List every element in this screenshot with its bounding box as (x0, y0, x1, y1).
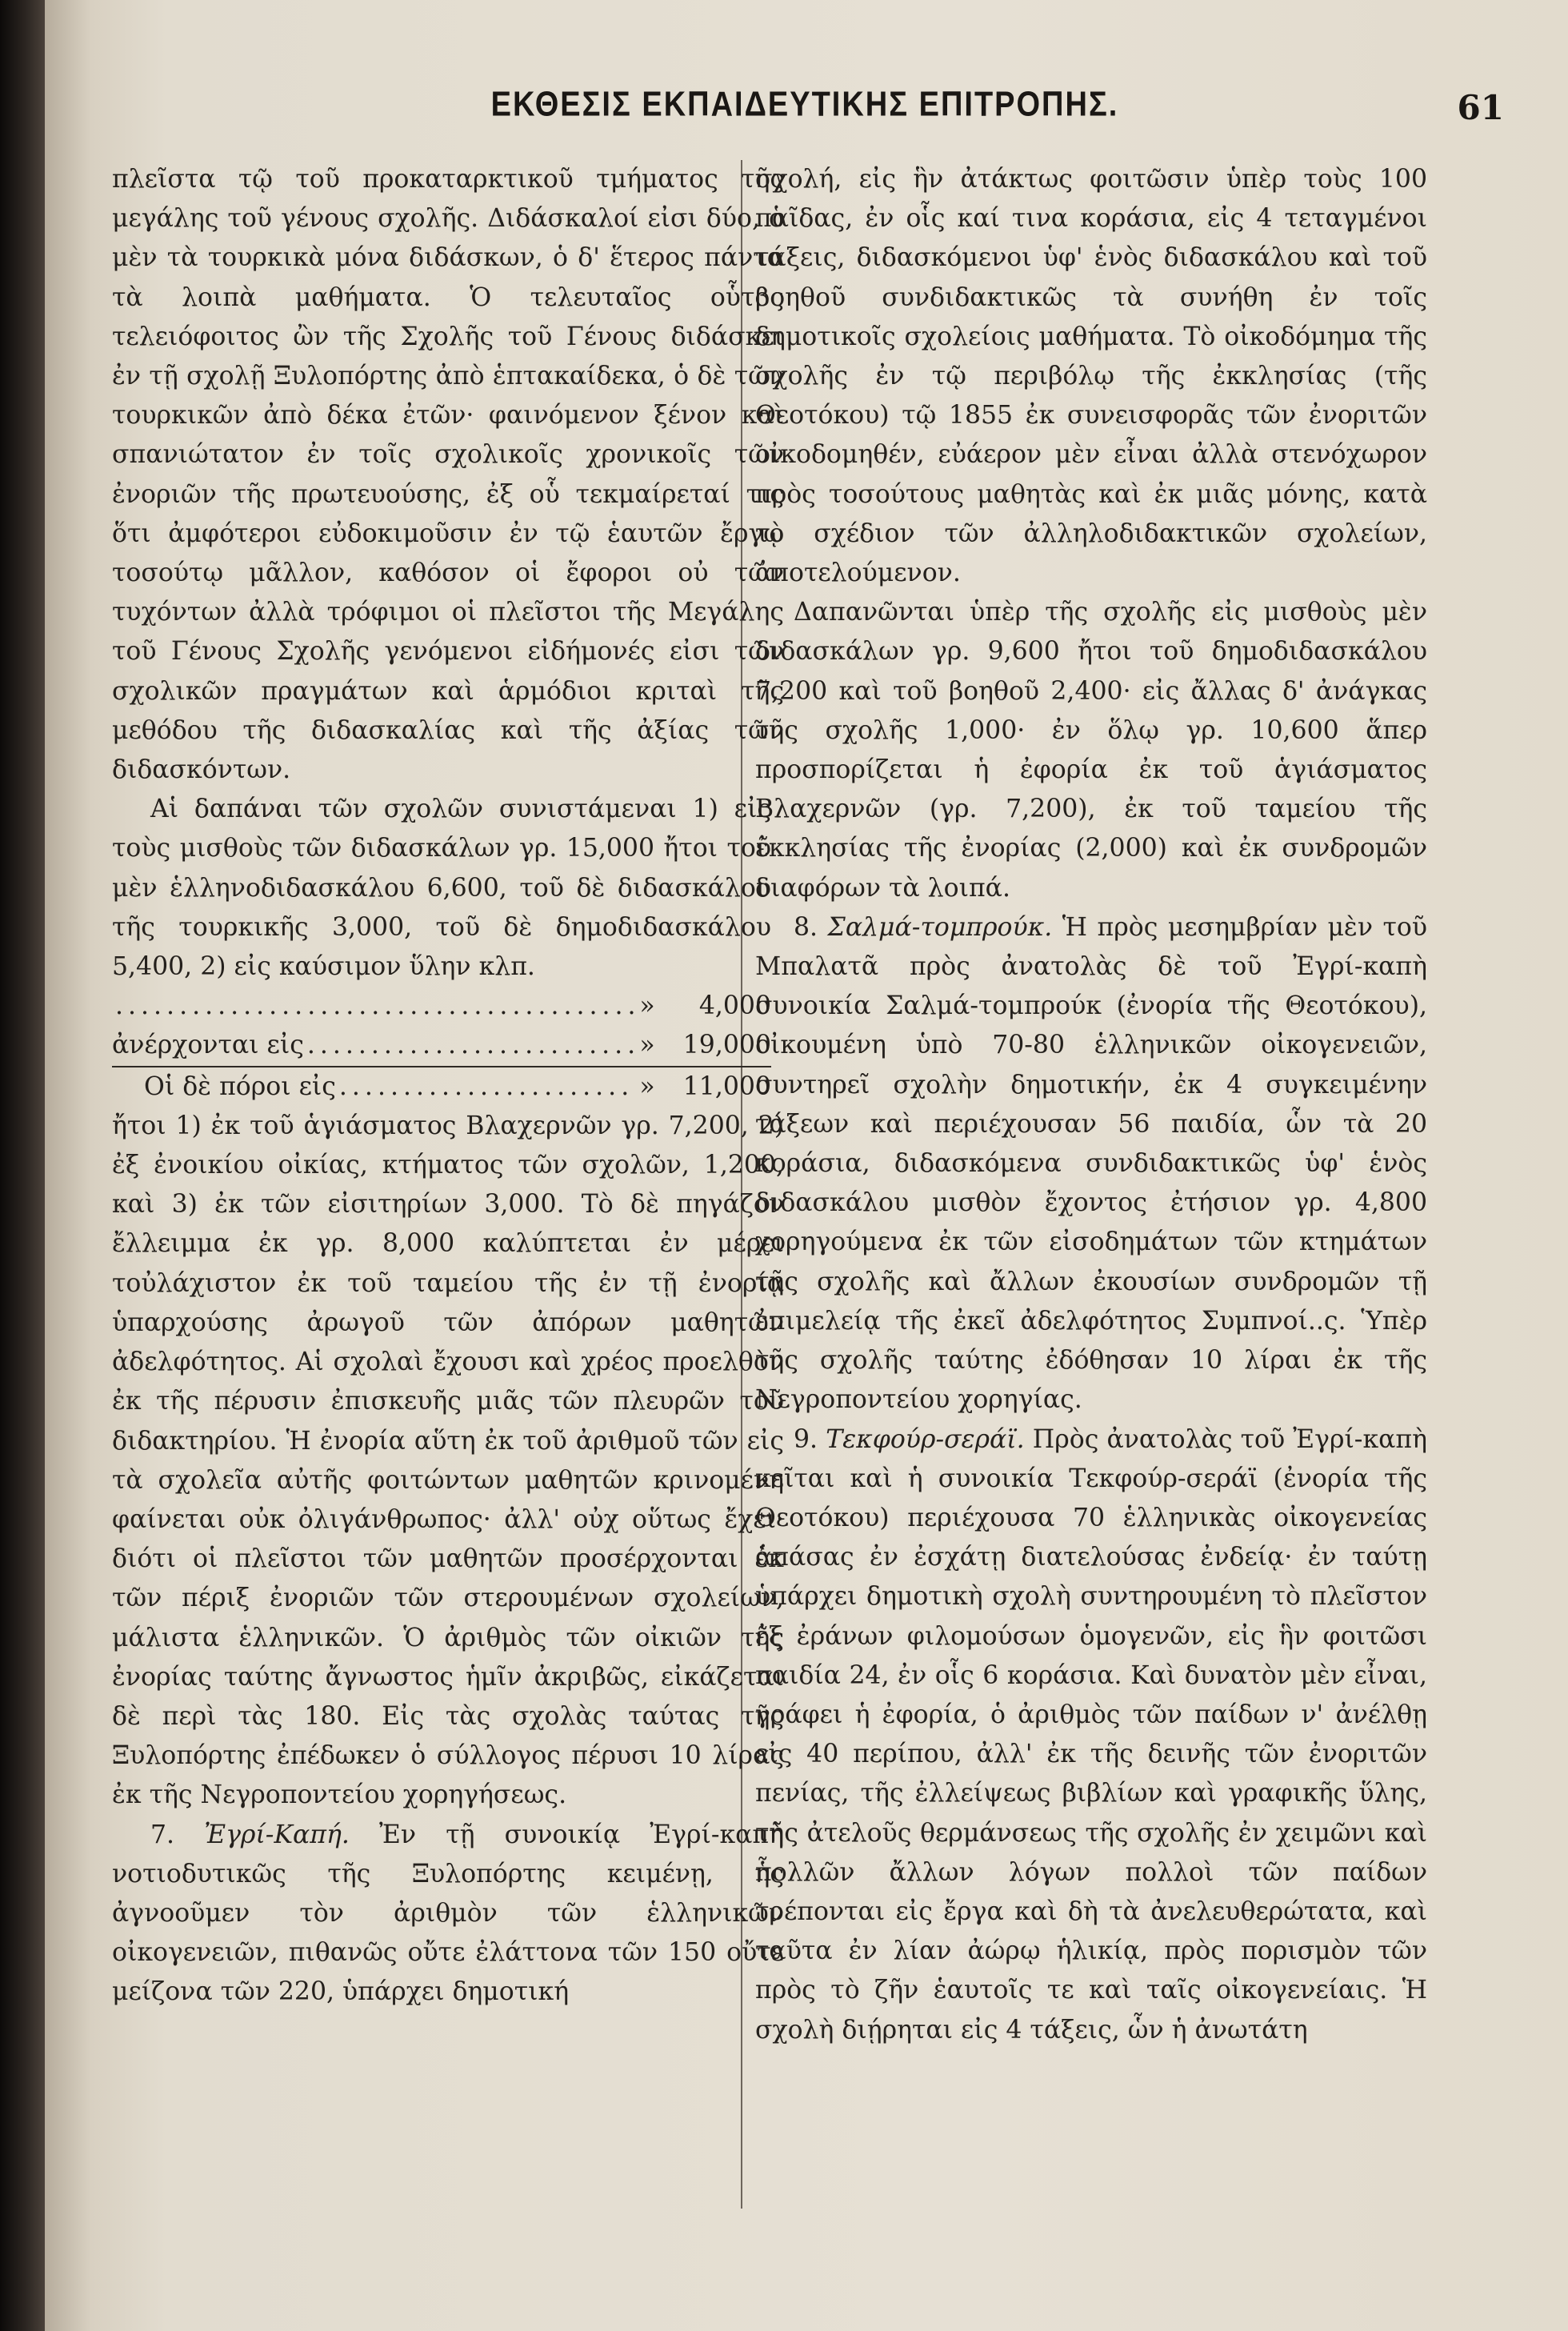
section-8-number: 8. (794, 912, 818, 942)
left-paragraph-1: πλεῖστα τῷ τοῦ προκαταρκτικοῦ τμήματος τῆς μεγάλης τοῦ γένους σχολῆς. Διδάσκαλοί εἰσι δύο, ὁ μὲν τὰ τουρκικὰ μόνα διδάσκων, ὁ δ' ἕτερος πάντα τὰ λοιπὰ μαθήματα. Ὁ τελευταῖος οὗτος τελειόφοιτος ὢν τῆς Σχολῆς τοῦ Γένους διδάσκει ἐν τῇ σχολῇ Ξυλοπόρτης ἀπὸ ἑπτακαίδεκα, ὁ δὲ τῶν τουρκικῶν ἀπὸ δέκα ἐτῶν· φαινόμενον ξένον καὶ σπανιώτατον ἐν τοῖς σχολικοῖς χρονικοῖς τῶν ἐνοριῶν τῆς πρωτευούσης, ἐξ οὗ τεκμαίρεταί τις ὅτι ἀμφότεροι εὐδοκιμοῦσιν ἐν τῷ ἑαυτῶν ἔργῳ τοσούτῳ μᾶλλον, καθόσον οἱ ἔφοροι οὐ τῶν τυχόντων ἀλλὰ τρόφιμοι οἱ πλεῖστοι τῆς Μεγάλης τοῦ Γένους Σχολῆς γενόμενοι εἰδήμονές εἰσι τῶν σχολικῶν πραγμάτων καὶ ἁρμόδιοι κριταὶ τῆς μεθόδου τῆς διδασκαλίας καὶ τῆς ἀξίας τῶν διδασκόντων. (112, 165, 784, 785)
page-number: 61 (1457, 88, 1504, 127)
leader-dots (304, 1026, 635, 1065)
fuel-row (112, 987, 771, 1026)
right-column (755, 160, 1427, 2050)
expenses-description: Αἱ δαπάναι τῶν σχολῶν συνιστάμεναι 1) εἰς τοὺς μισθοὺς τῶν διδασκάλων γρ. 15,000 ἤτοι τοῦ μὲν ἑλληνοδιδασκάλου 6,600, τοῦ δὲ διδασκάλου τῆς τουρκικῆς 3,000, τοῦ δὲ δημοδιδασκάλου 5,400, 2) εἰς καύσιμον ὕλην κλπ. (112, 795, 771, 982)
income-label: Οἱ δὲ πόροι εἰς (144, 1071, 336, 1101)
left-paragraph-2: ἤτοι 1) ἐκ τοῦ ἁγιάσματος Βλαχερνῶν γρ. 7,200, 2) ἐξ ἐνοικίου οἰκίας, κτήματος τῶν σχολῶν, 1,200, καὶ 3) ἐκ τῶν εἰσιτηρίων 3,000. Τὸ δὲ πηγάζον ἔλλειμμα ἐκ γρ. 8,000 καλύπτεται ἐν μέρει τοὐλάχιστον ἐκ τοῦ ταμείου τῆς ἐν τῇ ἐνορίᾳ ὑπαρχούσης ἀρωγοῦ τῶν ἀπόρων μαθητῶν ἀδελφότητος. Αἱ σχολαὶ ἔχουσι καὶ χρέος προελθὸν ἐκ τῆς πέρυσιν ἐπισκευῆς μιᾶς τῶν πλευρῶν τοῦ διδακτηρίου. Ἡ ἐνορία αὕτη ἐκ τοῦ ἀριθμοῦ τῶν εἰς τὰ σχολεῖα αὐτῆς φοιτώντων μαθητῶν κρινομένη φαίνεται οὐκ ὀλιγάνθρωπος· ἀλλ' οὐχ οὕτως ἔχει· διότι οἱ πλεῖστοι τῶν μαθητῶν προσέρχονται ἐκ τῶν πέριξ ἐνοριῶν τῶν στερουμένων σχολείων, μάλιστα ἑλληνικῶν. Ὁ ἀριθμὸς τῶν οἰκιῶν τῆς ἐνορίας ταύτης ἄγνωστος ἡμῖν ἀκριβῶς, εἰκάζεται δὲ περὶ τὰς 180. Εἰς τὰς σχολὰς ταύτας τῆς Ξυλοπόρτης ἐπέδωκεν ὁ σύλλογος πέρυσι 10 λίρας ἐκ τῆς Νεγροποντείου χορηγήσεως. (112, 1111, 784, 1810)
page-sheet (45, 0, 1568, 2331)
expenses-ledger (112, 790, 771, 1107)
section-9 (755, 1420, 1427, 2050)
total-row (112, 1026, 771, 1065)
section-8-title: Σαλμά-τομπρούκ. (827, 912, 1053, 942)
section-9-text: Πρὸς ἀνατολὰς τοῦ Ἐγρί-καπὴ κεῖται καὶ ἡ συνοικία Τεκφούρ-σεράϊ (ἐνορία τῆς Θεοτόκου) περιέχουσα 70 ἑλληνικὰς οἰκογενείας ἁπάσας ἐν ἐσχάτῃ διατελούσας ἐνδείᾳ· ἐν ταύτῃ ὑπάρχει δημοτικὴ σχολὴ συντηρουμένη τὸ πλεῖστον ἐξ ἐράνων φιλομούσων ὁμογενῶν, εἰς ἣν φοιτῶσι παιδία 24, ἐν οἷς 6 κοράσια. Καὶ δυνατὸν μὲν εἶναι, γράφει ἡ ἐφορία, ὁ ἀριθμὸς τῶν παίδων ν' ἀνέλθῃ εἰς 40 περίπου, ἀλλ' ἐκ τῆς δεινῆς τῶν ἐνοριτῶν πενίας, τῆς ἐλλείψεως βιβλίων καὶ γραφικῆς ὕλης, τῆς ἀτελοῦς θερμάνσεως τῆς σχολῆς ἐν χειμῶνι καὶ πολλῶν ἄλλων λόγων πολλοὶ τῶν παίδων τρέπονται εἰς ἔργα καὶ δὴ τὰ ἀνελευθερώτατα, καὶ ταῦτα ἐν λίαν ἀώρῳ ἡλικίᾳ, πρὸς πορισμὸν τῶν πρὸς τὸ ζῆν ἑαυτοῖς τε καὶ ταῖς οἰκογενείαις. Ἡ σχολὴ διῄρηται εἰς 4 τάξεις, ὧν ἡ ἀνωτάτη (755, 1424, 1427, 2045)
section-7-number: 7. (150, 1820, 175, 1849)
leader-dots (336, 1067, 635, 1107)
total-amount: 19,000 (682, 1031, 771, 1060)
income-amount: 11,000 (682, 1071, 771, 1101)
right-paragraph-2: Δαπανῶνται ὑπὲρ τῆς σχολῆς εἰς μισθοὺς μὲν διδασκάλων γρ. 9,600 ἤτοι τοῦ δημοδιδασκάλου 7,200 καὶ τοῦ βοηθοῦ 2,400· εἰς ἄλλας δ' ἀνάγκας τῆς σχολῆς 1,000· ἐν ὅλῳ γρ. 10,600 ἅπερ προσπορίζεται ἡ ἐφορία ἐκ τοῦ ἁγιάσματος Βλαχερνῶν (γρ. 7,200), ἐκ τοῦ ταμείου τῆς ἐκκλησίας τῆς ἐνορίας (2,000) καὶ ἐκ συνδρομῶν διαφόρων τὰ λοιπά. (755, 598, 1427, 903)
ditto-mark: » (639, 1031, 655, 1060)
section-7-title: Ἐγρί-Καπή. (204, 1820, 350, 1849)
section-8-text: Ἡ πρὸς μεσημβρίαν μὲν τοῦ Μπαλατᾶ πρὸς ἀνατολὰς δὲ τοῦ Ἐγρί-καπὴ συνοικία Σαλμά-τομπρούκ (ἐνορία τῆς Θεοτόκου), οἰκουμένη ὑπὸ 70-80 ἑλληνικῶν οἰκογενειῶν, συντηρεῖ σχολὴν δημοτικήν, ἐκ 4 συγκειμένην τάξεων καὶ περιέχουσαν 56 παιδία, ὧν τὰ 20 κοράσια, διδασκόμενα συνδιδακτικῶς ὑφ' ἑνὸς διδασκάλου μισθὸν ἔχοντος ἐτήσιον γρ. 4,800 χορηγούμενα ἐκ τῶν εἰσοδημάτων τῶν κτημάτων τῆς σχολῆς καὶ ἄλλων ἐκουσίων συνδρομῶν τῇ ἐπιμελείᾳ τῆς ἐκεῖ ἀδελφότητος Συμπνοί..ς. Ὑπὲρ τῆς σχολῆς ταύτης ἐδόθησαν 10 λίραι ἐκ τῆς Νεγροποντείου χορηγίας. (755, 912, 1427, 1415)
section-9-title: Τεκφούρ-σεράϊ. (826, 1424, 1025, 1454)
left-column (112, 160, 784, 2013)
running-title: ΕΚΘΕΣΙΣ ΕΚΠΑΙΔΕΥΤΙΚΗΣ ΕΠΙΤΡΟΠΗΣ. (490, 85, 1119, 125)
section-7 (112, 1816, 784, 2013)
ditto-mark: » (639, 1071, 655, 1101)
ditto-mark: » (639, 991, 655, 1021)
right-paragraph-1: σχολή, εἰς ἣν ἀτάκτως φοιτῶσιν ὑπὲρ τοὺς 100 παῖδας, ἐν οἷς καί τινα κοράσια, εἰς 4 τεταγμένοι τάξεις, διδασκόμενοι ὑφ' ἑνὸς διδασκάλου καὶ τοῦ βοηθοῦ συνδιδακτικῶς τὰ συνήθη ἐν τοῖς δημοτικοῖς σχολείοις μαθήματα. Τὸ οἰκοδόμημα τῆς σχολῆς ἐν τῷ περιβόλῳ τῆς ἐκκλησίας (τῆς Θεοτόκου) τῷ 1855 ἐκ συνεισφορᾶς τῶν ἐνοριτῶν οἰκοδομηθέν, εὐάερον μὲν εἶναι ἀλλὰ στενόχωρον πρὸς τοσούτους μαθητὰς καὶ ἐκ μιᾶς μόνης, κατὰ τὸ σχέδιον τῶν ἀλληλοδιδακτικῶν σχολείων, ἀποτελούμενον. (755, 165, 1427, 588)
leader-dots (112, 987, 635, 1026)
book-spine-shadow (0, 0, 45, 2331)
expenses-text (112, 790, 771, 987)
section-9-number: 9. (794, 1424, 818, 1454)
fuel-amount: 4,000 (698, 991, 771, 1021)
running-header (45, 85, 1568, 136)
section-7-text: Ἐν τῇ συνοικίᾳ Ἐγρί-καπὴ νοτιοδυτικῶς τῆς Ξυλοπόρτης κειμένῃ, ἧς ἀγνοοῦμεν τὸν ἀριθμὸν τῶν ἑλληνικῶν οἰκογενειῶν, πιθανῶς οὔτε ἐλάττονα τῶν 150 οὔτε μείζονα τῶν 220, ὑπάρχει δημοτική (112, 1820, 785, 2007)
section-8 (755, 908, 1427, 1420)
total-label: ἀνέρχονται εἰς (112, 1031, 304, 1060)
income-row (112, 1066, 771, 1107)
